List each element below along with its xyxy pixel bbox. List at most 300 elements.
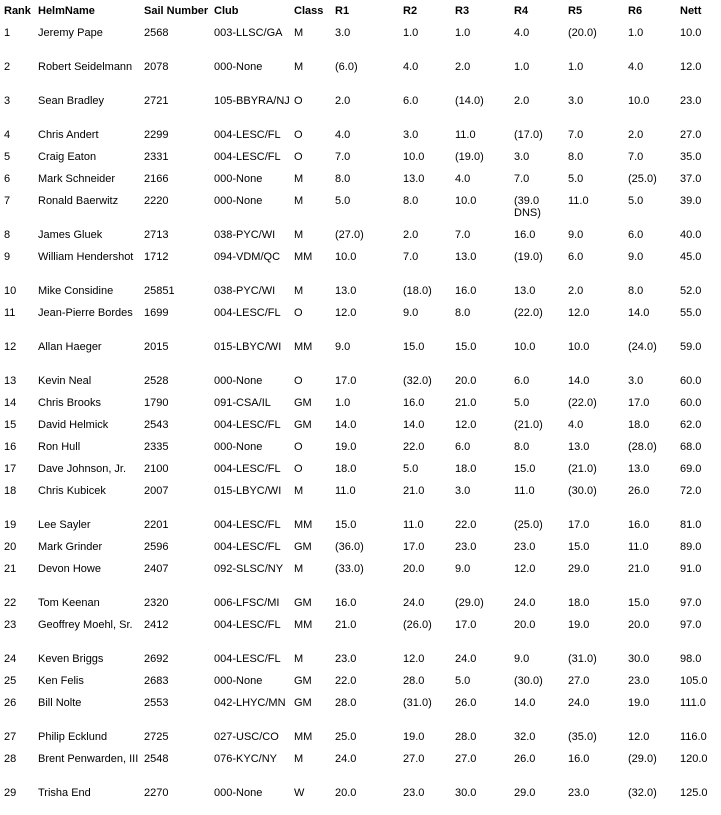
cell-r5: 14.0 [568, 375, 590, 387]
cell-sail-number: 2166 [144, 173, 169, 185]
cell-rank: 1 [4, 27, 11, 39]
header-r5: R5 [568, 5, 583, 17]
cell-rank: 17 [4, 463, 17, 475]
cell-r5: 1.0 [568, 61, 584, 73]
cell-club: 000-None [214, 173, 263, 185]
cell-club: 004-LESC/FL [214, 463, 281, 475]
cell-r3: 1.0 [455, 27, 471, 39]
cell-club: 004-LESC/FL [214, 151, 281, 163]
cell-r3: (29.0) [455, 597, 484, 609]
cell-r5: 13.0 [568, 441, 590, 453]
cell-r3: 17.0 [455, 619, 477, 631]
cell-r6: (32.0) [628, 787, 657, 799]
cell-r2: 19.0 [403, 731, 425, 743]
cell-r2: 17.0 [403, 541, 425, 553]
cell-r5: 5.0 [568, 173, 584, 185]
cell-rank: 12 [4, 341, 17, 353]
cell-sail-number: 2299 [144, 129, 169, 141]
cell-r4: 32.0 [514, 731, 536, 743]
cell-r2: 3.0 [403, 129, 419, 141]
cell-r5: (20.0) [568, 27, 597, 39]
cell-r3: 8.0 [455, 307, 471, 319]
cell-r2: 23.0 [403, 787, 425, 799]
cell-rank: 25 [4, 675, 17, 687]
cell-nett: 125.0 [680, 787, 708, 799]
cell-r5: (21.0) [568, 463, 597, 475]
cell-helm-name: Devon Howe [38, 563, 101, 575]
cell-r6: 2.0 [628, 129, 644, 141]
cell-r4: 3.0 [514, 151, 530, 163]
cell-club: 015-LBYC/WI [214, 485, 282, 497]
cell-sail-number: 1712 [144, 251, 169, 263]
cell-nett: 35.0 [680, 151, 702, 163]
cell-class: O [294, 463, 303, 475]
cell-r1: 15.0 [335, 519, 357, 531]
cell-class: M [294, 485, 304, 497]
cell-r4: (17.0) [514, 129, 543, 141]
cell-r5: 3.0 [568, 95, 584, 107]
cell-nett: 98.0 [680, 653, 702, 665]
cell-club: 004-LESC/FL [214, 519, 281, 531]
cell-club: 038-PYC/WI [214, 285, 276, 297]
cell-r3: 30.0 [455, 787, 477, 799]
cell-class: MM [294, 731, 313, 743]
table-row [0, 307, 721, 341]
header-r4: R4 [514, 5, 529, 17]
cell-r1: 25.0 [335, 731, 357, 743]
cell-r4: 7.0 [514, 173, 530, 185]
cell-r5: 17.0 [568, 519, 590, 531]
cell-nett: 55.0 [680, 307, 702, 319]
cell-r5: 8.0 [568, 151, 584, 163]
cell-sail-number: 2100 [144, 463, 169, 475]
table-row [0, 251, 721, 285]
cell-sail-number: 2220 [144, 195, 169, 207]
cell-rank: 20 [4, 541, 17, 553]
cell-r5: 4.0 [568, 419, 584, 431]
cell-r6: 19.0 [628, 697, 650, 709]
cell-helm-name: Lee Sayler [38, 519, 91, 531]
cell-r5: (31.0) [568, 653, 597, 665]
cell-r1: (36.0) [335, 541, 364, 553]
table-row [0, 463, 721, 485]
cell-rank: 19 [4, 519, 17, 531]
cell-r4: (19.0) [514, 251, 543, 263]
cell-rank: 6 [4, 173, 11, 185]
cell-r3: 20.0 [455, 375, 477, 387]
cell-r1: 20.0 [335, 787, 357, 799]
cell-nett: 12.0 [680, 61, 702, 73]
cell-club: 027-USC/CO [214, 731, 279, 743]
cell-r1: 16.0 [335, 597, 357, 609]
cell-r3: 16.0 [455, 285, 477, 297]
table-row [0, 341, 721, 375]
cell-sail-number: 25851 [144, 285, 175, 297]
cell-helm-name: Mark Schneider [38, 173, 116, 185]
cell-nett: 37.0 [680, 173, 702, 185]
cell-rank: 26 [4, 697, 17, 709]
cell-r2: 14.0 [403, 419, 425, 431]
cell-r1: 3.0 [335, 27, 351, 39]
cell-helm-name: Bill Nolte [38, 697, 82, 709]
cell-club: 076-KYC/NY [214, 753, 277, 765]
cell-r5: (22.0) [568, 397, 597, 409]
cell-r6: 16.0 [628, 519, 650, 531]
cell-helm-name: Chris Andert [38, 129, 99, 141]
cell-r2: 16.0 [403, 397, 425, 409]
cell-helm-name: David Helmick [38, 419, 109, 431]
cell-r4: 20.0 [514, 619, 536, 631]
cell-sail-number: 2568 [144, 27, 169, 39]
cell-r4: 2.0 [514, 95, 530, 107]
cell-rank: 28 [4, 753, 17, 765]
cell-r3: 28.0 [455, 731, 477, 743]
cell-r6: 12.0 [628, 731, 650, 743]
cell-r1: 14.0 [335, 419, 357, 431]
cell-r6: 30.0 [628, 653, 650, 665]
cell-rank: 2 [4, 61, 11, 73]
header-r1: R1 [335, 5, 350, 17]
header-r6: R6 [628, 5, 643, 17]
cell-helm-name: Ronald Baerwitz [38, 195, 119, 207]
cell-class: MM [294, 519, 313, 531]
cell-r1: 1.0 [335, 397, 351, 409]
cell-r6: 5.0 [628, 195, 644, 207]
cell-nett: 62.0 [680, 419, 702, 431]
cell-r1: 10.0 [335, 251, 357, 263]
cell-r2: (18.0) [403, 285, 432, 297]
header-helm-name: HelmName [38, 5, 95, 17]
cell-sail-number: 1699 [144, 307, 169, 319]
cell-r2: 10.0 [403, 151, 425, 163]
cell-club: 000-None [214, 375, 263, 387]
cell-r5: (30.0) [568, 485, 597, 497]
cell-rank: 24 [4, 653, 17, 665]
cell-club: 003-LLSC/GA [214, 27, 283, 39]
cell-club: 004-LESC/FL [214, 419, 281, 431]
cell-r6: 9.0 [628, 251, 644, 263]
cell-nett: 111.0 [680, 697, 706, 709]
cell-r3: 3.0 [455, 485, 471, 497]
header-sail-number: Sail Number [144, 5, 209, 17]
cell-r6: 23.0 [628, 675, 650, 687]
cell-rank: 7 [4, 195, 11, 207]
cell-club: 004-LESC/FL [214, 653, 281, 665]
cell-sail-number: 2543 [144, 419, 169, 431]
table-row [0, 519, 721, 541]
cell-class: MM [294, 251, 313, 263]
cell-r6: 17.0 [628, 397, 650, 409]
cell-r4: 5.0 [514, 397, 530, 409]
cell-nett: 23.0 [680, 95, 702, 107]
table-row [0, 597, 721, 619]
table-row [0, 541, 721, 563]
cell-sail-number: 2725 [144, 731, 169, 743]
cell-helm-name: James Gluek [38, 229, 103, 241]
cell-helm-name: Jean-Pierre Bordes [38, 307, 133, 319]
cell-r6: (28.0) [628, 441, 657, 453]
cell-r3: (14.0) [455, 95, 484, 107]
cell-sail-number: 2407 [144, 563, 169, 575]
cell-r1: 2.0 [335, 95, 351, 107]
cell-sail-number: 2412 [144, 619, 169, 631]
table-row [0, 731, 721, 753]
cell-r4: 24.0 [514, 597, 536, 609]
cell-helm-name: Jeremy Pape [38, 27, 103, 39]
cell-nett: 89.0 [680, 541, 702, 553]
cell-r2: (31.0) [403, 697, 432, 709]
cell-r1: 13.0 [335, 285, 357, 297]
table-row [0, 787, 721, 809]
header-r2: R2 [403, 5, 418, 17]
cell-r4: (22.0) [514, 307, 543, 319]
cell-r6: 21.0 [628, 563, 650, 575]
cell-rank: 13 [4, 375, 17, 387]
cell-sail-number: 2548 [144, 753, 169, 765]
table-row [0, 397, 721, 419]
cell-sail-number: 2713 [144, 229, 169, 241]
cell-r2: 4.0 [403, 61, 419, 73]
cell-rank: 11 [4, 307, 16, 319]
cell-r3: 4.0 [455, 173, 471, 185]
cell-r4: 6.0 [514, 375, 530, 387]
cell-r4: 16.0 [514, 229, 536, 241]
cell-r2: 27.0 [403, 753, 425, 765]
cell-class: M [294, 653, 304, 665]
cell-r2: 22.0 [403, 441, 425, 453]
cell-r1: 18.0 [335, 463, 357, 475]
cell-r4: 11.0 [514, 485, 535, 497]
cell-r5: 6.0 [568, 251, 584, 263]
cell-r3: 21.0 [455, 397, 477, 409]
cell-r3: 7.0 [455, 229, 471, 241]
header-nett: Nett [680, 5, 702, 17]
cell-nett: 60.0 [680, 397, 702, 409]
table-row [0, 675, 721, 697]
cell-r1: 5.0 [335, 195, 351, 207]
cell-rank: 16 [4, 441, 17, 453]
cell-r3: 15.0 [455, 341, 477, 353]
cell-r1: (33.0) [335, 563, 364, 575]
cell-club: 004-LESC/FL [214, 541, 281, 553]
header-r3: R3 [455, 5, 470, 17]
table-row [0, 441, 721, 463]
table-row [0, 375, 721, 397]
cell-r6: 10.0 [628, 95, 650, 107]
cell-r5: 11.0 [568, 195, 589, 207]
cell-helm-name: Dave Johnson, Jr. [38, 463, 127, 475]
cell-r6: 14.0 [628, 307, 650, 319]
cell-r5: 19.0 [568, 619, 590, 631]
cell-r6: 26.0 [628, 485, 650, 497]
cell-r5: 7.0 [568, 129, 584, 141]
cell-r4: 4.0 [514, 27, 530, 39]
cell-r5: 2.0 [568, 285, 584, 297]
table-row [0, 151, 721, 173]
cell-nett: 81.0 [680, 519, 702, 531]
cell-class: O [294, 441, 303, 453]
cell-rank: 9 [4, 251, 11, 263]
cell-rank: 10 [4, 285, 17, 297]
cell-rank: 27 [4, 731, 17, 743]
cell-helm-name: Robert Seidelmann [38, 61, 133, 73]
cell-r6: 8.0 [628, 285, 644, 297]
cell-class: W [294, 787, 305, 799]
cell-nett: 68.0 [680, 441, 702, 453]
cell-nett: 40.0 [680, 229, 702, 241]
cell-r4: 26.0 [514, 753, 536, 765]
cell-sail-number: 2596 [144, 541, 169, 553]
cell-sail-number: 2683 [144, 675, 169, 687]
cell-sail-number: 1790 [144, 397, 169, 409]
cell-sail-number: 2331 [144, 151, 169, 163]
cell-class: GM [294, 419, 312, 431]
cell-nett: 97.0 [680, 597, 702, 609]
cell-r1: 17.0 [335, 375, 357, 387]
cell-r5: 9.0 [568, 229, 584, 241]
cell-r4: 12.0 [514, 563, 536, 575]
cell-r3: 27.0 [455, 753, 477, 765]
cell-helm-name: Ken Felis [38, 675, 84, 687]
cell-r5: (35.0) [568, 731, 597, 743]
cell-rank: 15 [4, 419, 17, 431]
cell-r1: 21.0 [335, 619, 357, 631]
cell-nett: 72.0 [680, 485, 702, 497]
cell-r3: 2.0 [455, 61, 471, 73]
cell-r3: 10.0 [455, 195, 477, 207]
cell-helm-name: Chris Brooks [38, 397, 101, 409]
cell-club: 091-CSA/IL [214, 397, 271, 409]
cell-r2: 20.0 [403, 563, 425, 575]
cell-r1: 7.0 [335, 151, 351, 163]
cell-club: 004-LESC/FL [214, 307, 281, 319]
cell-r4: 14.0 [514, 697, 536, 709]
cell-r4: (25.0) [514, 519, 543, 531]
cell-r2: 28.0 [403, 675, 425, 687]
table-row [0, 173, 721, 195]
cell-r5: 12.0 [568, 307, 590, 319]
cell-r4: 9.0 [514, 653, 530, 665]
cell-helm-name: Mike Considine [38, 285, 114, 297]
cell-r4: 13.0 [514, 285, 536, 297]
cell-club: 000-None [214, 787, 263, 799]
cell-r6: (24.0) [628, 341, 657, 353]
cell-r6: 13.0 [628, 463, 650, 475]
cell-class: GM [294, 597, 312, 609]
cell-club: 000-None [214, 441, 263, 453]
cell-club: 015-LBYC/WI [214, 341, 282, 353]
cell-r5: 23.0 [568, 787, 590, 799]
cell-r2: 12.0 [403, 653, 425, 665]
cell-r1: 19.0 [335, 441, 357, 453]
cell-r6: (25.0) [628, 173, 657, 185]
cell-class: M [294, 195, 304, 207]
table-row [0, 697, 721, 731]
cell-r1: 12.0 [335, 307, 357, 319]
cell-r5: 24.0 [568, 697, 590, 709]
table-row [0, 419, 721, 441]
cell-r2: (26.0) [403, 619, 432, 631]
cell-club: 000-None [214, 195, 263, 207]
cell-r5: 10.0 [568, 341, 590, 353]
cell-class: MM [294, 341, 313, 353]
cell-r2: 5.0 [403, 463, 419, 475]
cell-r6: 20.0 [628, 619, 650, 631]
cell-r6: 11.0 [628, 541, 649, 553]
cell-r5: 18.0 [568, 597, 590, 609]
cell-r2: 2.0 [403, 229, 419, 241]
cell-r5: 15.0 [568, 541, 590, 553]
cell-r3: 26.0 [455, 697, 477, 709]
table-row [0, 485, 721, 519]
header-rank: Rank [4, 5, 31, 17]
cell-helm-name: William Hendershot [38, 251, 134, 263]
table-row [0, 563, 721, 597]
cell-sail-number: 2015 [144, 341, 169, 353]
cell-r2: 8.0 [403, 195, 419, 207]
cell-sail-number: 2007 [144, 485, 169, 497]
cell-club: 094-VDM/QC [214, 251, 281, 263]
cell-sail-number: 2692 [144, 653, 169, 665]
table-row [0, 285, 721, 307]
cell-nett: 39.0 [680, 195, 702, 207]
cell-r2: 11.0 [403, 519, 424, 531]
cell-r3: 18.0 [455, 463, 477, 475]
cell-helm-name: Chris Kubicek [38, 485, 106, 497]
cell-nett: 60.0 [680, 375, 702, 387]
cell-club: 000-None [214, 675, 263, 687]
cell-r1: 22.0 [335, 675, 357, 687]
cell-club: 004-LESC/FL [214, 619, 281, 631]
cell-sail-number: 2721 [144, 95, 169, 107]
cell-r1: 24.0 [335, 753, 357, 765]
cell-rank: 22 [4, 597, 17, 609]
cell-helm-name: Brent Penwarden, III [38, 753, 139, 765]
cell-sail-number: 2201 [144, 519, 169, 531]
cell-r6: 15.0 [628, 597, 650, 609]
cell-r1: 9.0 [335, 341, 351, 353]
cell-r5: 16.0 [568, 753, 590, 765]
cell-class: O [294, 129, 303, 141]
cell-r3: 5.0 [455, 675, 471, 687]
cell-r4: 10.0 [514, 341, 536, 353]
cell-r2: 13.0 [403, 173, 425, 185]
cell-r1: 8.0 [335, 173, 351, 185]
cell-helm-name: Trisha End [38, 787, 91, 799]
cell-helm-name: Mark Grinder [38, 541, 103, 553]
cell-club: 092-SLSC/NY [214, 563, 284, 575]
cell-r4: (30.0) [514, 675, 543, 687]
cell-rank: 23 [4, 619, 17, 631]
cell-r2: 1.0 [403, 27, 419, 39]
cell-r1: 11.0 [335, 485, 356, 497]
table-row [0, 61, 721, 95]
cell-class: GM [294, 397, 312, 409]
table-row [0, 95, 721, 129]
cell-r2: 7.0 [403, 251, 419, 263]
cell-class: M [294, 753, 304, 765]
cell-r3: (19.0) [455, 151, 484, 163]
cell-r6: 7.0 [628, 151, 644, 163]
cell-club: 006-LFSC/MI [214, 597, 280, 609]
table-row [0, 653, 721, 675]
cell-rank: 29 [4, 787, 17, 799]
cell-r4: 8.0 [514, 441, 530, 453]
cell-rank: 18 [4, 485, 17, 497]
cell-r1: 28.0 [335, 697, 357, 709]
results-body [0, 27, 721, 809]
cell-r6: (29.0) [628, 753, 657, 765]
